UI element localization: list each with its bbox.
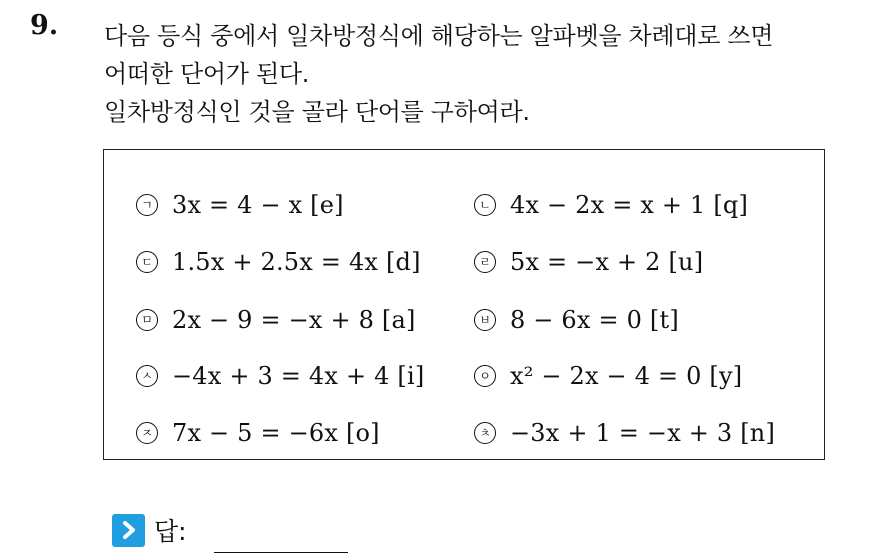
equation-item (136, 302, 416, 338)
question-number: 9. (30, 10, 59, 41)
equation-item (474, 302, 679, 338)
equation-item (474, 187, 748, 223)
choice-marker: ㅁ (136, 309, 158, 331)
equation-text: 4x − 2x = x + 1 [q] (510, 191, 749, 219)
equation-item (136, 358, 424, 394)
answer-row (112, 512, 187, 548)
chevron-right-icon (112, 514, 145, 547)
equation-text: −3x + 1 = −x + 3 [n] (510, 419, 776, 447)
equation-text: 7x − 5 = −6x [o] (172, 419, 380, 447)
equation-text: 8 − 6x = 0 [t] (510, 306, 679, 334)
choice-marker: ㅂ (474, 309, 496, 331)
equation-text: 1.5x + 2.5x = 4x [d] (172, 248, 421, 276)
equation-item (136, 244, 421, 280)
equation-item (474, 415, 775, 451)
choice-marker: ㅈ (136, 422, 158, 444)
equation-text: −4x + 3 = 4x + 4 [i] (172, 362, 425, 390)
choice-marker: ㄷ (136, 251, 158, 273)
equation-item (474, 244, 703, 280)
answer-blank-line[interactable] (214, 552, 348, 553)
equation-item (474, 358, 742, 394)
answer-label: 답: (154, 517, 187, 546)
equation-item (136, 415, 380, 451)
choice-marker: ㄴ (474, 194, 496, 216)
question-text-line-2: 어떠한 단어가 된다. (104, 60, 310, 88)
equation-text: 5x = −x + 2 [u] (510, 248, 704, 276)
equation-text: 3x = 4 − x [e] (172, 191, 344, 219)
question-text-line-3: 일차방정식인 것을 골라 단어를 구하여라. (104, 98, 530, 126)
equation-text: 2x − 9 = −x + 8 [a] (172, 306, 416, 334)
choice-marker: ㅇ (474, 365, 496, 387)
question-text-line-1: 다음 등식 중에서 일차방정식에 해당하는 알파벳을 차례대로 쓰면 (104, 22, 774, 50)
choice-marker: ㅊ (474, 422, 496, 444)
choice-marker: ㄱ (136, 194, 158, 216)
equation-item (136, 187, 344, 223)
choice-marker: ㅅ (136, 365, 158, 387)
equation-text: x² − 2x − 4 = 0 [y] (510, 362, 743, 390)
choice-marker: ㄹ (474, 251, 496, 273)
